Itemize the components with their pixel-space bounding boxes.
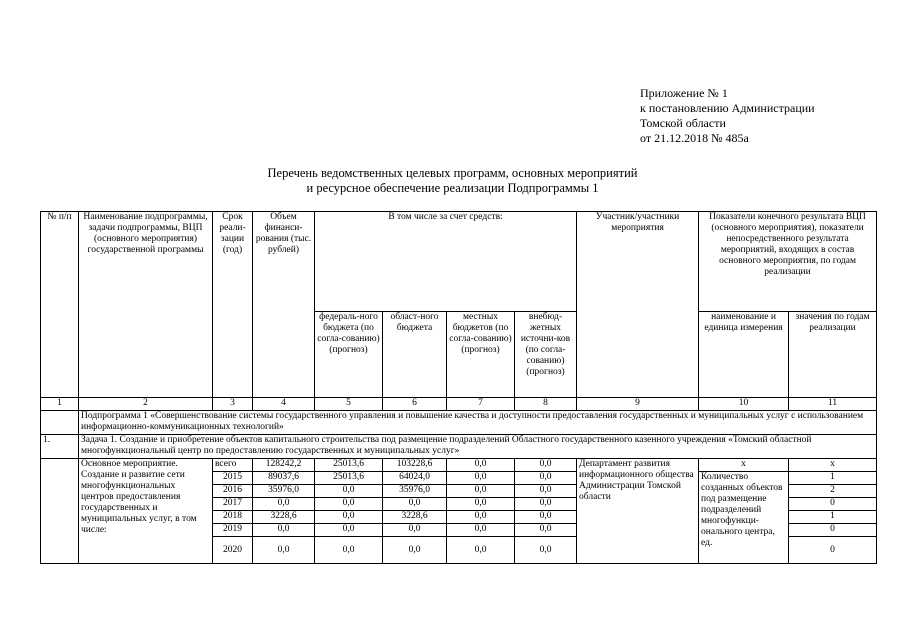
header-offbudget: внебюд-жетных источни-ков (по согла-сованию) (прогноз) <box>515 312 577 398</box>
row-federal: 0,0 <box>315 498 383 511</box>
column-number: 11 <box>789 398 877 411</box>
column-number: 5 <box>315 398 383 411</box>
row-offbudget: 0,0 <box>515 537 577 564</box>
row-year: 2016 <box>213 485 253 498</box>
row-offbudget: 0,0 <box>515 524 577 537</box>
row-regional: 35976,0 <box>383 485 447 498</box>
appendix-line: Приложение № 1 <box>640 86 728 100</box>
row-offbudget: 0,0 <box>515 472 577 485</box>
column-number: 3 <box>213 398 253 411</box>
row-year: 2019 <box>213 524 253 537</box>
column-number: 6 <box>383 398 447 411</box>
row-local: 0,0 <box>447 472 515 485</box>
column-number: 2 <box>79 398 213 411</box>
row-ind-value: 0 <box>789 498 877 511</box>
row-local: 0,0 <box>447 524 515 537</box>
activity-participant: Департамент развития информационного общества Администрации Томской области <box>577 459 699 564</box>
column-number: 10 <box>699 398 789 411</box>
row-federal: 0,0 <box>315 485 383 498</box>
row-year: 2020 <box>213 537 253 564</box>
header-ind-name: наименование и единица измерения <box>699 312 789 398</box>
header-participant: Участник/участники мероприятия <box>577 212 699 398</box>
header-regional: област-ного бюджета <box>383 312 447 398</box>
row-regional: 103228,6 <box>383 459 447 472</box>
row-ind-value: 0 <box>789 537 877 564</box>
row-year: 2017 <box>213 498 253 511</box>
row-year: 2018 <box>213 511 253 524</box>
appendix-line: Томской области <box>640 116 726 130</box>
column-number: 7 <box>447 398 515 411</box>
row-local: 0,0 <box>447 459 515 472</box>
row-regional: 3228,6 <box>383 511 447 524</box>
column-number: 1 <box>41 398 79 411</box>
appendix-block <box>640 86 815 146</box>
header-ind-values: значения по годам реализации <box>789 312 877 398</box>
row-regional: 0,0 <box>383 537 447 564</box>
row-offbudget: 0,0 <box>515 485 577 498</box>
row-volume: 128242,2 <box>253 459 315 472</box>
appendix-line: к постановлению Администрации <box>640 101 815 115</box>
title-line: Перечень ведомственных целевых программ, основных мероприятий <box>267 166 638 180</box>
program-table <box>40 211 877 564</box>
header-indicators: Показатели конечного результата ВЦП (основного мероприятия), показатели непосредственного результата мероприятий, входящих в состав основного мероприятия, по годам реализации <box>699 212 877 312</box>
title-line: и ресурсное обеспечение реализации Подпрограммы 1 <box>306 181 599 195</box>
column-number: 8 <box>515 398 577 411</box>
row-volume: 35976,0 <box>253 485 315 498</box>
header-term: Срок реали-зации (год) <box>213 212 253 398</box>
task-row <box>41 435 877 459</box>
header-sources: В том числе за счет средств: <box>315 212 577 312</box>
row-volume: 3228,6 <box>253 511 315 524</box>
indicator-name: Количество созданных объектов под размещение подразделений многофункци-онального центра, ед. <box>699 472 789 564</box>
row-federal: 0,0 <box>315 537 383 564</box>
row-regional: 64024,0 <box>383 472 447 485</box>
header-name: Наименование подпрограммы, задачи подпрограммы, ВЦП (основного мероприятия) государственной программы <box>79 212 213 398</box>
indicator-total-name: х <box>699 459 789 472</box>
document-title <box>0 166 905 196</box>
row-ind-value: 1 <box>789 511 877 524</box>
row-offbudget: 0,0 <box>515 511 577 524</box>
row-offbudget: 0,0 <box>515 498 577 511</box>
row-regional: 0,0 <box>383 524 447 537</box>
row-ind-value: 2 <box>789 485 877 498</box>
column-number: 9 <box>577 398 699 411</box>
column-number: 4 <box>253 398 315 411</box>
header-federal: федераль-ного бюджета (по согла-сованию) (прогноз) <box>315 312 383 398</box>
row-ind-value: 1 <box>789 472 877 485</box>
row-federal: 0,0 <box>315 524 383 537</box>
row-year: 2015 <box>213 472 253 485</box>
row-year: всего <box>213 459 253 472</box>
row-local: 0,0 <box>447 511 515 524</box>
column-numbers-row <box>41 398 877 411</box>
header-volume: Объем финанси-рования (тыс. рублей) <box>253 212 315 398</box>
row-local: 0,0 <box>447 498 515 511</box>
data-row <box>41 459 877 472</box>
subprogram-num-cell <box>41 411 79 435</box>
task-num: 1. <box>41 435 79 459</box>
row-ind-value: 0 <box>789 524 877 537</box>
row-volume: 0,0 <box>253 498 315 511</box>
row-federal: 0,0 <box>315 511 383 524</box>
appendix-line: от 21.12.2018 № 485а <box>640 131 749 145</box>
subprogram-text: Подпрограмма 1 «Совершенствование системы государственного управления и повышение качества и доступности предоставления государственных и муниципальных услуг с использованием информационно-коммуникационных технологий» <box>79 411 877 435</box>
activity-name: Основное мероприятие. Создание и развитие сети многофункциональных центров предоставления государственных и муниципальных услуг, в том числе: <box>79 459 213 564</box>
row-offbudget: 0,0 <box>515 459 577 472</box>
row-volume: 89037,6 <box>253 472 315 485</box>
row-federal: 25013,6 <box>315 459 383 472</box>
header-local: местных бюджетов (по согла-сованию) (прогноз) <box>447 312 515 398</box>
header-num: № п/п <box>41 212 79 398</box>
activity-num-cell <box>41 459 79 564</box>
row-regional: 0,0 <box>383 498 447 511</box>
subprogram-row <box>41 411 877 435</box>
row-local: 0,0 <box>447 537 515 564</box>
row-local: 0,0 <box>447 485 515 498</box>
row-ind-value: х <box>789 459 877 472</box>
row-volume: 0,0 <box>253 524 315 537</box>
row-volume: 0,0 <box>253 537 315 564</box>
header-row <box>41 212 877 312</box>
row-federal: 25013,6 <box>315 472 383 485</box>
task-text: Задача 1. Создание и приобретение объектов капитального строительства под размещение подразделений Областного государственного казенного учреждения «Томский областной многофункциональный центр по предоставлению государственных и муниципальных услуг» <box>79 435 877 459</box>
